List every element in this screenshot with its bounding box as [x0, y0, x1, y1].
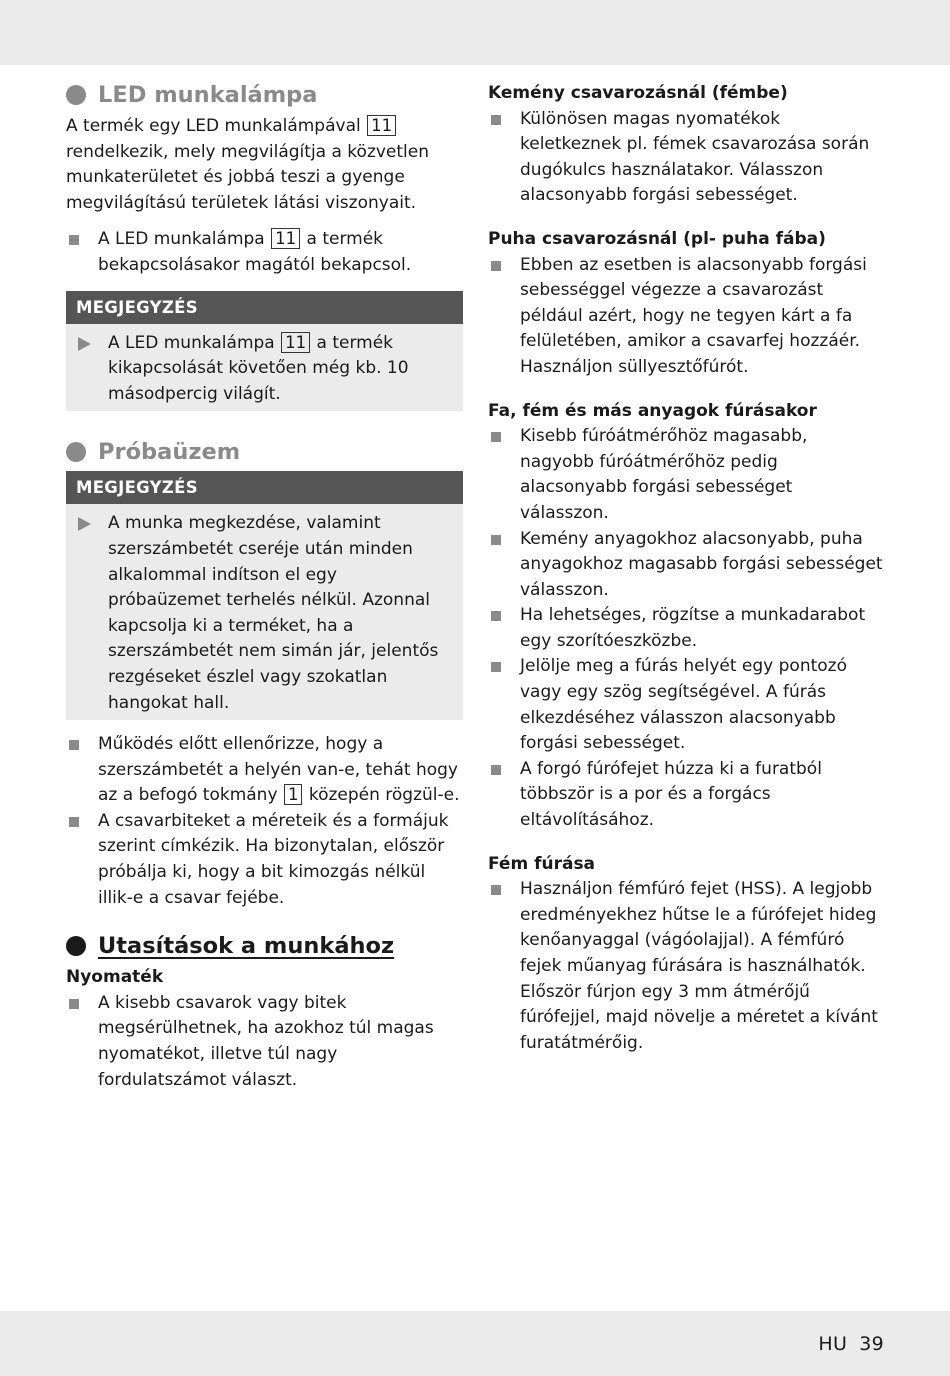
note-box-led [66, 291, 463, 412]
text-span: Használjon fémfúró fejet (HSS). A legjobb eredményekhez hűtse le a fúrófejet hideg kenőanyaggal (vágóolajjal). A fémfúró fejek műanyag fúrására is használhatók. Először fúrjon egy 3 mm átmérőjű fúrófejjel, majd növelje a méretet a kívánt furatátmérőig. [520, 879, 878, 1053]
language-code: HU [818, 1333, 848, 1355]
subheading-kemeny: Kemény csavarozásnál (fémbe) [488, 83, 788, 103]
subheading-nyomatek: Nyomaték [66, 967, 164, 988]
square-bullet-icon [491, 885, 501, 895]
footer-band [0, 1311, 950, 1376]
text-span: a termék bekapcsolásakor magától bekapcsol. [98, 229, 412, 275]
text-span: Kisebb fúróátmérőhöz magasabb, nagyobb fúróátmérőhöz pedig alacsonyabb forgási sebességet válasszon. [520, 426, 808, 523]
led-bullet-list [66, 227, 463, 278]
bullet-dot-icon [66, 442, 86, 462]
part-reference-box: 11 [281, 332, 310, 353]
text-span: rendelkezik, mely megvilágítja a közvetlen munkaterületet és jobbá teszi a gyenge megvilágítású területek látási viszonyait. [66, 141, 430, 213]
text-span: Kemény anyagokhoz alacsonyabb, puha anyagokhoz magasabb forgási sebességet válasszon. [520, 528, 883, 600]
subheading-fem: Fém fúrása [488, 853, 596, 874]
list-item [76, 511, 455, 716]
text-span: A LED munkalámpa [108, 332, 281, 353]
list-item [66, 991, 463, 1093]
section-proba-heading [66, 437, 463, 467]
subheading-puha: Puha csavarozásnál (pl- puha fába) [488, 228, 826, 249]
text-span: Ebben az esetben is alacsonyabb forgási sebességgel végezze a csavarozást például azért, hogy ne tegyen kárt a fa felületében, amikor a csavarfej hozzáér. Használjon süllyesztőfúrót. [520, 254, 867, 377]
list-item [488, 424, 884, 526]
section-title: LED munkalámpa [98, 82, 318, 108]
square-bullet-icon [491, 662, 501, 672]
note-body [66, 504, 463, 720]
kemeny-bullet-list [488, 107, 884, 209]
list-item [488, 877, 884, 1056]
list-item [488, 654, 884, 756]
part-reference-box: 11 [271, 228, 300, 249]
fem-bullet-list [488, 877, 884, 1056]
bullet-dot-icon [66, 936, 86, 956]
text-span: közepén rögzül-e. [303, 785, 460, 806]
list-item [488, 527, 884, 604]
list-item [66, 809, 463, 911]
note-box-proba [66, 471, 463, 720]
header-band [0, 0, 950, 65]
text-span: A kisebb csavarok vagy bitek megsérülhetnek, ha azokhoz túl magas nyomatékot, illetve túl nagy fordulatszámot választ. [98, 992, 434, 1090]
square-bullet-icon [491, 765, 501, 775]
note-list [76, 511, 455, 716]
left-column [66, 80, 463, 1093]
subheading-furas: Fa, fém és más anyagok fúrásakor [488, 400, 817, 421]
text-span: Jelölje meg a fúrás helyét egy pontozó vagy egy szög segítségével. A fúrás elkezdéséhez válasszon alacsonyabb forgási sebességet. [520, 656, 847, 754]
nyomatek-bullet-list [66, 991, 463, 1093]
puha-bullet-list [488, 253, 884, 381]
text-span: A csavarbiteket a méreteik és a formájuk szerint címkézik. Ha bizonytalan, először próbálja ki, hogy a bit kimozgás nélkül illik-e a csavar fejébe. [98, 810, 449, 908]
square-bullet-icon [491, 115, 501, 125]
text-span: A termék egy LED munkalámpával [66, 116, 367, 136]
bullet-dot-icon [66, 85, 86, 105]
part-reference-box: 11 [367, 115, 396, 136]
square-bullet-icon [69, 740, 79, 750]
page-footer [818, 1333, 884, 1355]
list-item [76, 331, 455, 408]
note-label: MEGJEGYZÉS [66, 471, 463, 504]
list-item [66, 227, 463, 278]
text-span: Ha lehetséges, rögzítse a munkadarabot egy szorítóeszközbe. [520, 605, 866, 651]
list-item [488, 603, 884, 654]
triangle-bullet-icon [78, 517, 91, 531]
page-number: 39 [859, 1333, 884, 1355]
square-bullet-icon [491, 261, 501, 271]
list-item [488, 107, 884, 209]
triangle-bullet-icon [78, 337, 91, 351]
square-bullet-icon [69, 817, 79, 827]
section-title: Utasítások a munkához [98, 933, 395, 960]
square-bullet-icon [491, 432, 501, 442]
note-body [66, 324, 463, 412]
list-item [66, 732, 463, 809]
note-label: MEGJEGYZÉS [66, 291, 463, 324]
text-span: a termék kikapcsolását követően még kb. 10 másodpercig világít. [108, 332, 409, 404]
text-span: Különösen magas nyomatékok keletkeznek pl. fémek csavarozása során dugókulcs használatakor. Válasszon alacsonyabb forgási sebességet. [520, 108, 870, 206]
proba-bullet-list [66, 732, 463, 911]
note-list [76, 331, 455, 408]
square-bullet-icon [69, 235, 79, 245]
section-title: Próbaüzem [98, 439, 241, 466]
square-bullet-icon [69, 999, 79, 1009]
section-utasitasok-heading [66, 931, 463, 961]
list-item [488, 253, 884, 381]
text-span: A forgó fúrófejet húzza ki a furatból többször is a por és a forgács eltávolításához. [520, 758, 822, 831]
part-reference-box: 1 [284, 784, 303, 805]
square-bullet-icon [491, 535, 501, 545]
text-span: Működés előtt ellenőrizze, hogy a szerszámbetét a helyén van-e, tehát hogy az a befogó tokmány [98, 734, 458, 806]
section-led-heading [66, 80, 463, 110]
text-span: A LED munkalámpa [98, 229, 271, 250]
list-item [488, 757, 884, 834]
right-column [488, 81, 884, 1056]
square-bullet-icon [491, 611, 501, 621]
furas-bullet-list [488, 424, 884, 834]
led-intro-paragraph [66, 114, 463, 216]
text-span: A munka megkezdése, valamint szerszámbetét cseréje után minden alkalommal indítson el egy próbaüzemet terhelés nélkül. Azonnal kapcsolja ki a terméket, ha a szerszámbetét nem simán jár, jelentős rezgéseket észlel vagy szokatlan hangokat hall. [108, 513, 439, 713]
